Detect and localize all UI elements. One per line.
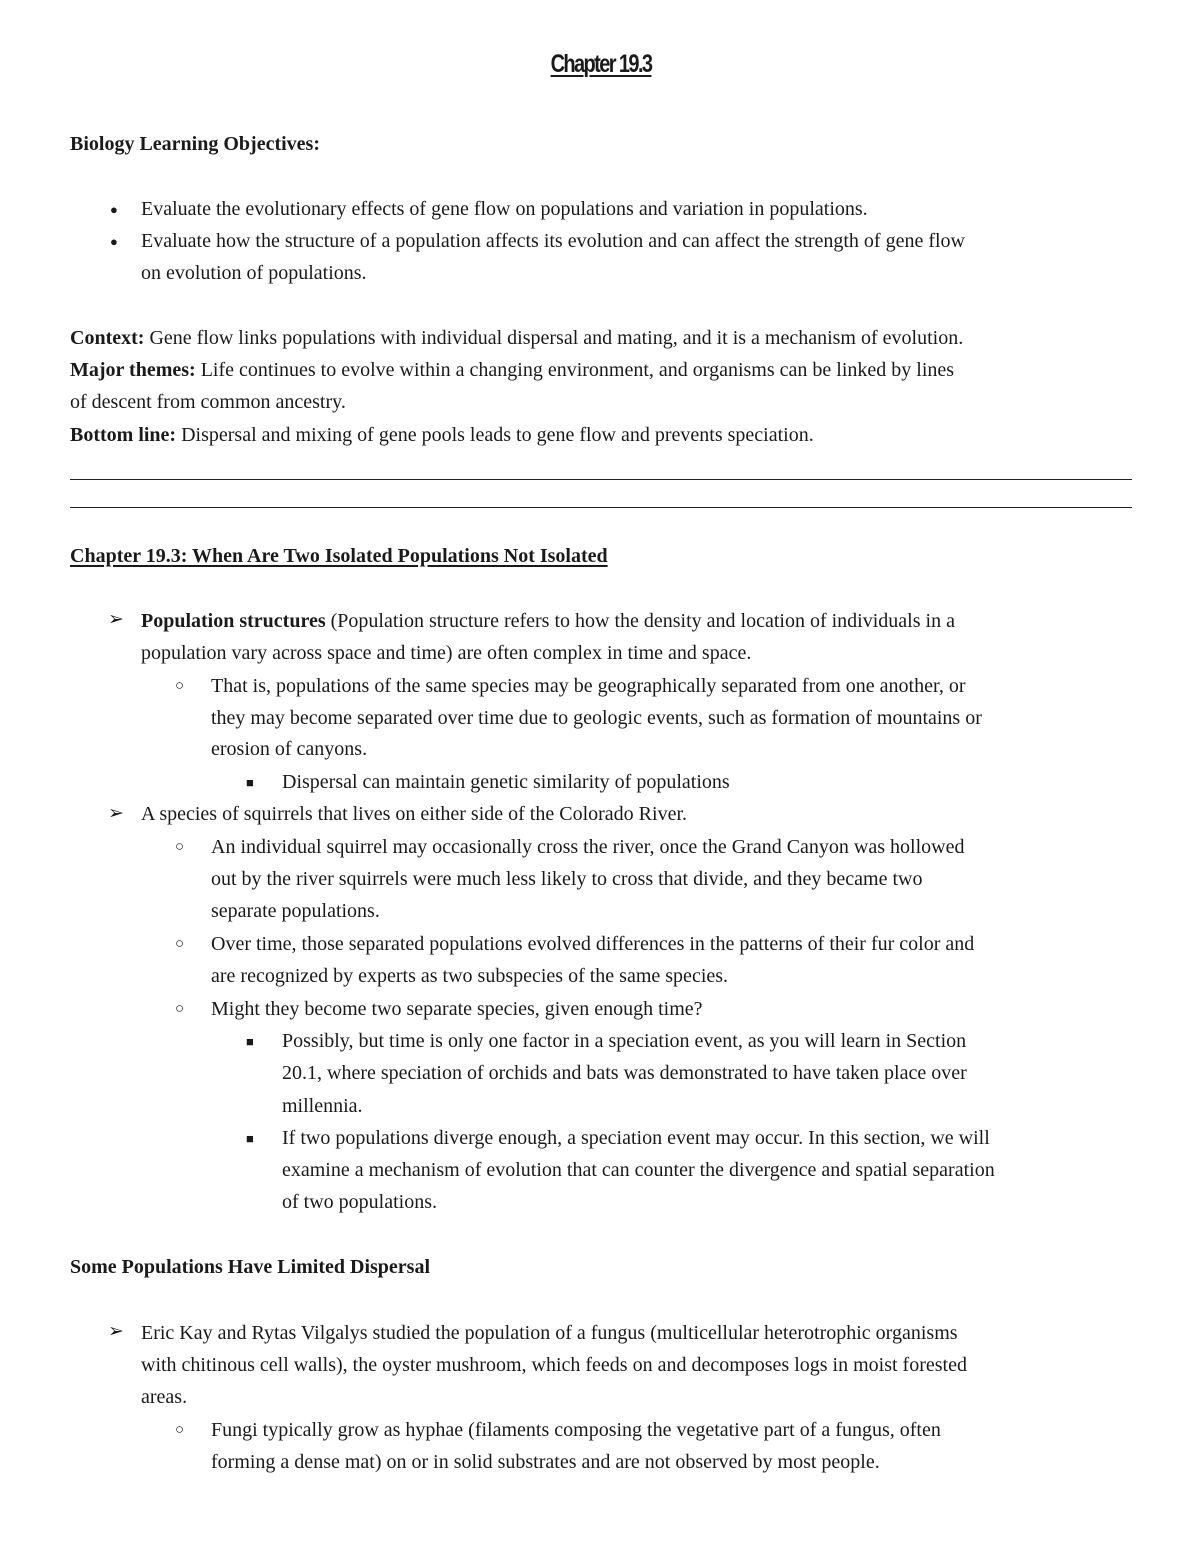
list-item: Eric Kay and Rytas Vilgalys studied the population of a fungus (multicellular heterotrophic organisms [141, 1322, 958, 1344]
objective-item: Evaluate how the structure of a population affects its evolution and can affect the strength of gene flow [141, 230, 965, 252]
sub-sub-list-item-continued: 20.1, where speciation of orchids and bats was demonstrated to have taken place over [282, 1062, 967, 1084]
sub-list-item-continued: are recognized by experts as two subspecies of the same species. [211, 965, 729, 987]
sub-list-item: Might they become two separate species, given enough time? [211, 998, 703, 1020]
context-label: Context: [70, 327, 145, 349]
sub-list-item-continued: out by the river squirrels were much less likely to cross that divide, and they became two [211, 868, 923, 890]
circle-bullet-icon: ○ [175, 1422, 185, 1438]
objective-item: Evaluate the evolutionary effects of gene flow on populations and variation in populations. [141, 198, 868, 220]
context-line [70, 322, 963, 354]
arrow-bullet-icon: ➢ [108, 803, 124, 824]
disc-bullet-icon: ● [110, 202, 118, 217]
themes-text: Life continues to evolve within a changing environment, and organisms can be linked by lines [195, 359, 955, 381]
sub-sub-list-item-continued: examine a mechanism of evolution that can counter the divergence and spatial separation [282, 1159, 995, 1181]
sub-list-item-continued: they may become separated over time due to geologic events, such as formation of mountains or [211, 707, 982, 729]
context-text: Gene flow links populations with individual dispersal and mating, and it is a mechanism of evolution. [144, 327, 964, 349]
list-item [141, 605, 955, 637]
sub-list-item: An individual squirrel may occasionally cross the river, once the Grand Canyon was hollowed [211, 836, 965, 858]
circle-bullet-icon: ○ [175, 1001, 185, 1017]
list-item-continued: with chitinous cell walls), the oyster mushroom, which feeds on and decomposes logs in moist forested [141, 1354, 967, 1376]
list-item-continued: population vary across space and time) are often complex in time and space. [141, 642, 752, 664]
divider [70, 507, 1132, 508]
section-heading: Some Populations Have Limited Dispersal [70, 1256, 431, 1278]
bottom-line [70, 419, 814, 451]
sub-sub-list-item-continued: millennia. [282, 1095, 363, 1117]
sub-list-item: That is, populations of the same species may be geographically separated from one another, or [211, 675, 966, 697]
themes-line-continued: of descent from common ancestry. [70, 391, 346, 413]
themes-line [70, 354, 954, 386]
divider [70, 479, 1132, 480]
square-bullet-icon: ■ [246, 775, 254, 790]
themes-label: Major themes: [70, 359, 196, 381]
arrow-bullet-icon: ➢ [108, 1321, 124, 1342]
circle-bullet-icon: ○ [175, 936, 185, 952]
page-title: Chapter 19.3 [550, 50, 652, 78]
sub-list-item: Over time, those separated populations evolved differences in the patterns of their fur color and [211, 933, 975, 955]
list-item-continued: areas. [141, 1386, 188, 1408]
bottom-line-label: Bottom line: [70, 424, 177, 446]
circle-bullet-icon: ○ [175, 678, 185, 694]
sub-sub-list-item: If two populations diverge enough, a speciation event may occur. In this section, we will [282, 1127, 990, 1149]
sub-list-item-continued: separate populations. [211, 900, 380, 922]
bottom-line-text: Dispersal and mixing of gene pools leads to gene flow and prevents speciation. [176, 424, 814, 446]
disc-bullet-icon: ● [110, 234, 118, 249]
sub-list-item: Fungi typically grow as hyphae (filaments composing the vegetative part of a fungus, often [211, 1419, 941, 1441]
sub-list-item-continued: erosion of canyons. [211, 738, 368, 760]
list-item-bold: Population structures [141, 610, 326, 632]
arrow-bullet-icon: ➢ [108, 609, 124, 630]
list-item-text: (Population structure refers to how the density and location of individuals in a [325, 610, 955, 632]
sub-sub-list-item: Possibly, but time is only one factor in a speciation event, as you will learn in Section [282, 1030, 967, 1052]
square-bullet-icon: ■ [246, 1034, 254, 1049]
section-heading: Chapter 19.3: When Are Two Isolated Populations Not Isolated [70, 545, 608, 567]
sub-list-item-continued: forming a dense mat) on or in solid substrates and are not observed by most people. [211, 1451, 880, 1473]
objective-item-continued: on evolution of populations. [141, 262, 367, 284]
square-bullet-icon: ■ [246, 1131, 254, 1146]
sub-sub-list-item: Dispersal can maintain genetic similarity of populations [282, 771, 730, 793]
sub-sub-list-item-continued: of two populations. [282, 1191, 437, 1213]
objectives-heading: Biology Learning Objectives: [70, 133, 320, 155]
circle-bullet-icon: ○ [175, 839, 185, 855]
list-item: A species of squirrels that lives on either side of the Colorado River. [141, 803, 687, 825]
